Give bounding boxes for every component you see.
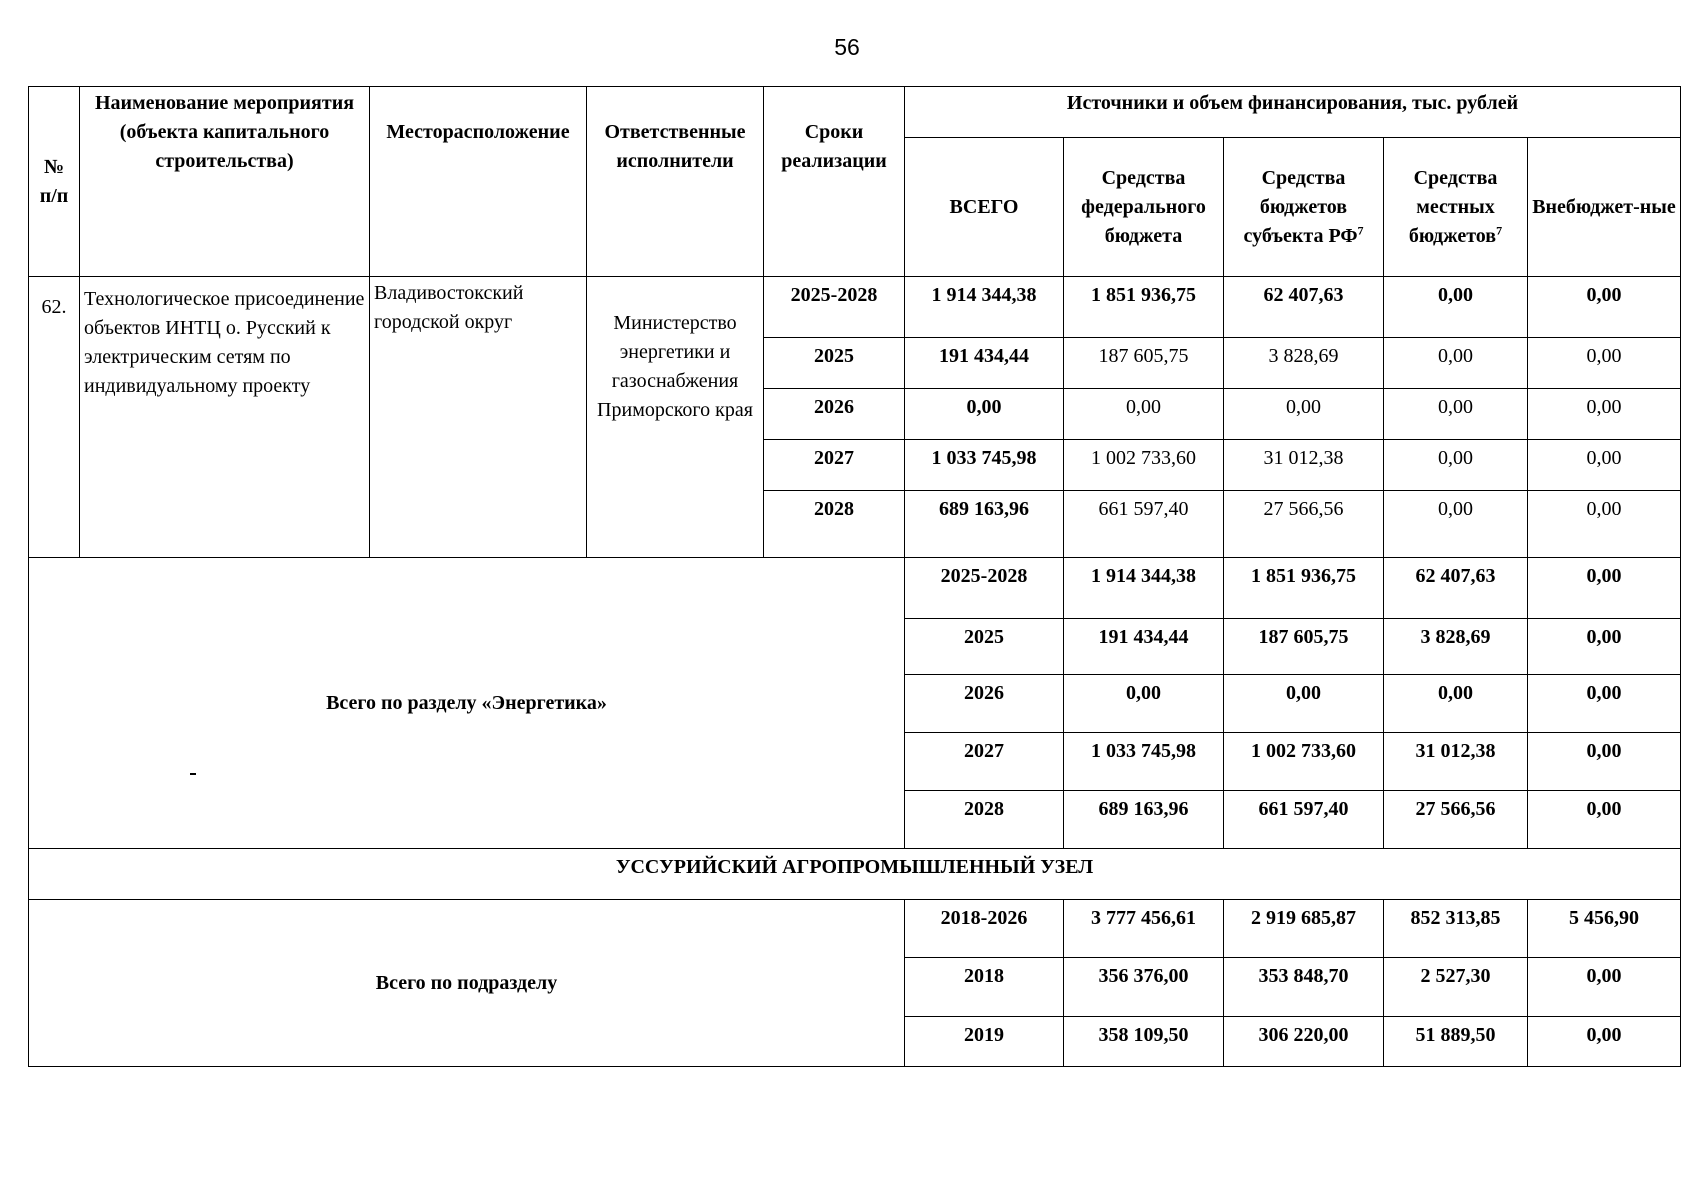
period-cell: 2018 (905, 958, 1064, 1017)
total-cell: 1 033 745,98 (1064, 733, 1224, 791)
period-cell: 2019 (905, 1017, 1064, 1067)
subject-cell: 3 828,69 (1224, 338, 1384, 389)
federal-cell: 1 002 733,60 (1224, 733, 1384, 791)
federal-cell: 0,00 (1064, 389, 1224, 440)
total-cell: 1 914 344,38 (1064, 558, 1224, 619)
federal-cell: 661 597,40 (1224, 791, 1384, 849)
total-cell: 689 163,96 (905, 491, 1064, 558)
subject-cell: 2 527,30 (1384, 958, 1528, 1017)
header-extra: Внебюджет-ные (1528, 138, 1681, 277)
total-cell: 1 914 344,38 (905, 277, 1064, 338)
period-cell: 2028 (764, 491, 905, 558)
total-cell: 356 376,00 (1064, 958, 1224, 1017)
local-cell: 0,00 (1528, 675, 1681, 733)
local-cell: 0,00 (1528, 1017, 1681, 1067)
item-responsible: Министерство энергетики и газоснабжения Приморского края (587, 277, 764, 558)
extra-cell: 0,00 (1528, 277, 1681, 338)
total-cell: 0,00 (1064, 675, 1224, 733)
subject-cell: 3 828,69 (1384, 619, 1528, 675)
federal-cell: 187 605,75 (1064, 338, 1224, 389)
federal-cell: 1 851 936,75 (1064, 277, 1224, 338)
header-local (1384, 138, 1528, 277)
period-cell: 2028 (905, 791, 1064, 849)
extra-cell: 0,00 (1528, 389, 1681, 440)
local-cell: 5 456,90 (1528, 900, 1681, 958)
federal-cell: 0,00 (1224, 675, 1384, 733)
local-cell: 0,00 (1528, 733, 1681, 791)
item-location: Владивостокский городской округ (370, 277, 587, 558)
subject-cell: 31 012,38 (1384, 733, 1528, 791)
extra-cell: 0,00 (1528, 440, 1681, 491)
header-location: Месторасположение (370, 87, 587, 277)
local-cell: 0,00 (1528, 791, 1681, 849)
extra-cell: 0,00 (1528, 491, 1681, 558)
item-number: 62. (29, 277, 80, 558)
total-cell: 358 109,50 (1064, 1017, 1224, 1067)
subject-cell: 51 889,50 (1384, 1017, 1528, 1067)
subject-cell: 27 566,56 (1384, 791, 1528, 849)
header-no: № п/п (29, 87, 80, 277)
header-federal: Средства федерального бюджета (1064, 138, 1224, 277)
header-name: Наименование мероприятия (объекта капитального строительства) (80, 87, 370, 277)
federal-cell: 353 848,70 (1224, 958, 1384, 1017)
subject-cell: 62 407,63 (1224, 277, 1384, 338)
header-total: ВСЕГО (905, 138, 1064, 277)
federal-cell: 187 605,75 (1224, 619, 1384, 675)
federal-cell: 661 597,40 (1064, 491, 1224, 558)
total-cell: 689 163,96 (1064, 791, 1224, 849)
header-subject-text: Средства бюджетов субъекта РФ (1243, 166, 1358, 247)
period-cell: 2025 (764, 338, 905, 389)
extra-cell: 0,00 (1528, 338, 1681, 389)
period-cell: 2027 (764, 440, 905, 491)
federal-cell: 2 919 685,87 (1224, 900, 1384, 958)
subject-cell: 27 566,56 (1224, 491, 1384, 558)
local-cell: 0,00 (1384, 277, 1528, 338)
header-terms: Сроки реализации (764, 87, 905, 277)
page-number: 56 (834, 34, 860, 60)
period-cell: 2025-2028 (764, 277, 905, 338)
federal-cell: 1 851 936,75 (1224, 558, 1384, 619)
subject-cell: 0,00 (1224, 389, 1384, 440)
item-name: Технологическое присоединение объектов ИНТЦ о. Русский к электрическим сетям по индивидуальному проекту (80, 277, 370, 558)
subsection-total-label: Всего по подразделу (29, 900, 905, 1067)
federal-cell: 306 220,00 (1224, 1017, 1384, 1067)
period-cell: 2026 (905, 675, 1064, 733)
header-financing: Источники и объем финансирования, тыс. рублей (905, 87, 1681, 138)
local-cell: 0,00 (1528, 558, 1681, 619)
period-cell: 2026 (764, 389, 905, 440)
subject-cell: 0,00 (1384, 675, 1528, 733)
total-cell: 3 777 456,61 (1064, 900, 1224, 958)
local-cell: 0,00 (1384, 389, 1528, 440)
subject-cell: 31 012,38 (1224, 440, 1384, 491)
local-cell: 0,00 (1384, 440, 1528, 491)
total-cell: 0,00 (905, 389, 1064, 440)
federal-cell: 1 002 733,60 (1064, 440, 1224, 491)
total-cell: 191 434,44 (1064, 619, 1224, 675)
period-cell: 2025-2028 (905, 558, 1064, 619)
header-local-text: Средства местных бюджетов (1408, 166, 1498, 247)
footnote-ref: 7 (1357, 222, 1364, 237)
local-cell: 0,00 (1528, 958, 1681, 1017)
period-cell: 2027 (905, 733, 1064, 791)
section-total-label: Всего по разделу «Энергетика» (29, 558, 905, 849)
local-cell: 0,00 (1384, 491, 1528, 558)
total-cell: 191 434,44 (905, 338, 1064, 389)
financing-table (28, 86, 1681, 1067)
local-cell: 0,00 (1384, 338, 1528, 389)
period-cell: 2025 (905, 619, 1064, 675)
subject-cell: 852 313,85 (1384, 900, 1528, 958)
total-cell: 1 033 745,98 (905, 440, 1064, 491)
stray-dash-mark (190, 773, 196, 775)
period-cell: 2018-2026 (905, 900, 1064, 958)
local-cell: 0,00 (1528, 619, 1681, 675)
footnote-ref: 7 (1496, 222, 1503, 237)
header-responsible: Ответственные исполнители (587, 87, 764, 277)
region-heading: УССУРИЙСКИЙ АГРОПРОМЫШЛЕННЫЙ УЗЕЛ (29, 849, 1681, 900)
subject-cell: 62 407,63 (1384, 558, 1528, 619)
header-subject (1224, 138, 1384, 277)
